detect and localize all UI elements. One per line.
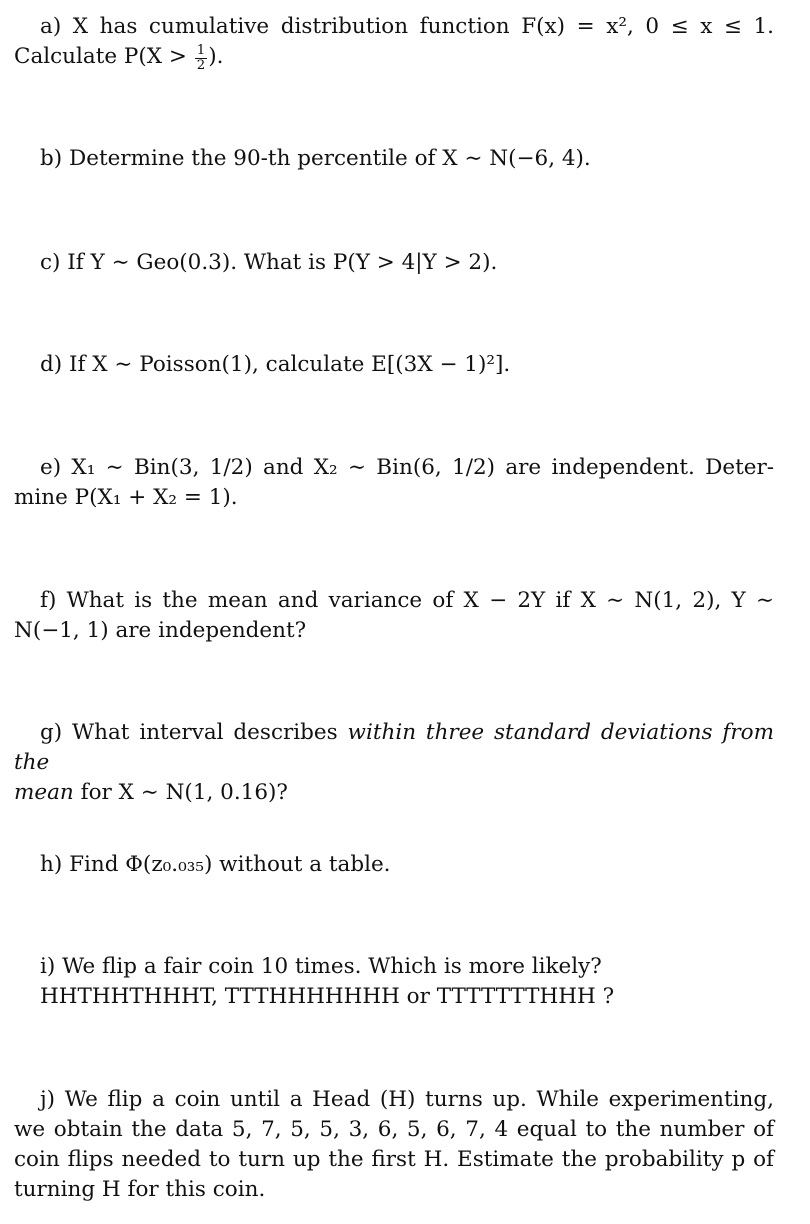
problem-a xyxy=(14,12,774,73)
problem-a-line2-suffix: ). xyxy=(208,44,224,69)
fraction-denominator: 2 xyxy=(196,57,206,73)
problem-j-line3: coin flips needed to turn up the first H. Estimate the probability p of xyxy=(14,1147,774,1172)
problem-e-line2: mine P(X₁ + X₂ = 1). xyxy=(14,485,238,510)
problem-a-line2 xyxy=(14,42,774,73)
problem-f xyxy=(14,586,774,646)
problem-c xyxy=(14,248,774,278)
problem-g-line1-prefix: g) What interval describes xyxy=(40,720,348,745)
problem-h xyxy=(14,850,774,880)
problem-h-text: h) Find Φ(z₀.₀₃₅) without a table. xyxy=(40,852,391,877)
problem-j xyxy=(14,1085,774,1205)
problem-a-line2-prefix: Calculate P(X > xyxy=(14,44,194,69)
fraction-one-half xyxy=(195,44,207,73)
problem-g-line2-suffix: for X ∼ N(1, 0.16)? xyxy=(73,780,288,805)
problem-j-line2: we obtain the data 5, 7, 5, 5, 3, 6, 5, 6, 7, 4 equal to the number of xyxy=(14,1117,774,1142)
problem-f-line2: N(−1, 1) are independent? xyxy=(14,618,307,643)
problem-j-line1: j) We flip a coin until a Head (H) turns up. While experimenting, xyxy=(40,1087,774,1112)
problem-j-line4: turning H for this coin. xyxy=(14,1177,266,1202)
problem-c-text: c) If Y ∼ Geo(0.3). What is P(Y > 4|Y > 2). xyxy=(40,250,498,275)
problem-i-line1: i) We flip a fair coin 10 times. Which is more likely? xyxy=(40,954,602,979)
problem-i-line2: HHTHHTHHHT, TTTHHHHHHH or TTTTTTTHHH ? xyxy=(40,984,615,1009)
problem-b-text: b) Determine the 90-th percentile of X ∼ N(−6, 4). xyxy=(40,146,591,171)
problem-g xyxy=(14,718,774,808)
problem-g-line2 xyxy=(14,778,774,808)
problem-g-line1-emphasis: within three standard deviations from the xyxy=(14,720,774,775)
problem-a-line1: a) X has cumulative distribution function F(x) = x², 0 ≤ x ≤ 1. xyxy=(40,14,774,39)
problem-g-line1 xyxy=(14,718,774,778)
problem-f-line1: f) What is the mean and variance of X − 2Y if X ∼ N(1, 2), Y ∼ xyxy=(40,588,774,613)
problem-e-line1: e) X₁ ∼ Bin(3, 1/2) and X₂ ∼ Bin(6, 1/2) are independent. Deter- xyxy=(40,455,774,480)
fraction-numerator: 1 xyxy=(196,43,206,58)
problem-d xyxy=(14,350,774,380)
problem-b xyxy=(14,144,774,174)
problem-i xyxy=(14,952,774,1012)
problem-g-line2-emphasis: mean xyxy=(14,780,74,805)
problem-d-text: d) If X ∼ Poisson(1), calculate E[(3X − 1)²]. xyxy=(40,352,511,377)
problem-e xyxy=(14,453,774,513)
